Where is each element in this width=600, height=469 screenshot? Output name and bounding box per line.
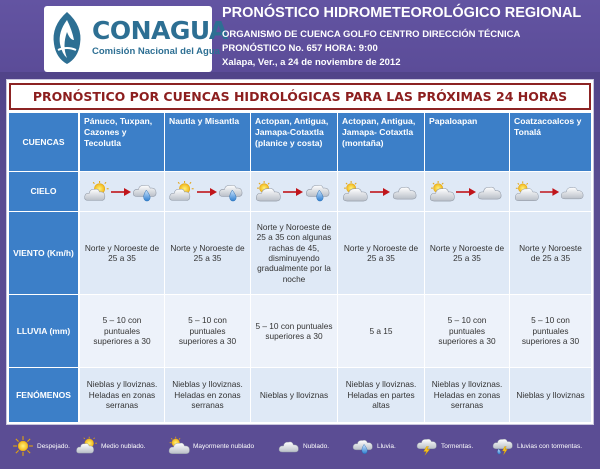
partly-cloudy-icon — [169, 181, 195, 203]
sunny-icon — [12, 435, 34, 457]
rain-cell: 5 – 10 con puntuales superiores a 30 — [165, 295, 251, 368]
partly-cloudy-icon — [76, 435, 98, 457]
mostly-cloudy-icon — [168, 435, 190, 457]
arrow-right-icon — [369, 187, 391, 197]
mostly-cloudy-icon — [342, 181, 368, 203]
phenomena-cell: Nieblas y lloviznas. Heladas en zonas serranas — [425, 368, 510, 423]
legend-label: Lluvia. — [377, 442, 396, 450]
header — [0, 0, 600, 72]
sky-cell — [338, 172, 425, 212]
cuenca-name: Coatzacoalcos y Tonalá — [510, 113, 592, 172]
conagua-logo — [44, 6, 228, 72]
row-head-cuencas: CUENCAS — [9, 113, 80, 172]
cloudy-icon — [477, 181, 503, 203]
wind-cell: Norte y Noroeste de 25 a 35 — [165, 212, 251, 295]
header-date: Xalapa, Ver., a 24 de noviembre de 2012 — [222, 57, 401, 68]
legend-item — [76, 435, 145, 457]
sky-cell — [165, 172, 251, 212]
forecast-table — [9, 113, 592, 423]
cuenca-name: Nautla y Misantla — [165, 113, 251, 172]
logo-subtitle: Comisión Nacional del Agua — [92, 46, 220, 57]
storm-icon — [416, 435, 438, 457]
legend-item — [352, 435, 396, 457]
legend-label: Nublado. — [303, 442, 330, 450]
rain-icon — [132, 181, 158, 203]
row-head-cielo: CIELO — [9, 172, 80, 212]
mostly-cloudy-icon — [255, 181, 281, 203]
wind-cell: Norte y Noroeste de 25 a 35 — [510, 212, 592, 295]
header-forecast-number: PRONÓSTICO No. 657 HORA: 9:00 — [222, 43, 378, 54]
logo-wordmark: CONAGUA — [92, 16, 228, 45]
cloudy-icon — [560, 181, 585, 203]
legend-item — [492, 435, 582, 457]
arrow-right-icon — [196, 187, 218, 197]
partly-cloudy-icon — [84, 181, 110, 203]
page-title: PRONÓSTICO HIDROMETEOROLÓGICO REGIONAL — [222, 5, 582, 21]
legend-item — [278, 435, 329, 457]
legend-label: Mayormente nublado — [193, 442, 255, 450]
mostly-cloudy-icon — [514, 181, 539, 203]
rain-cell: 5 – 10 con puntuales superiores a 30 — [425, 295, 510, 368]
cloudy-icon — [278, 435, 300, 457]
legend-label: Lluvias con tormentas. — [517, 442, 583, 450]
cuenca-name: Actopan, Antigua, Jamapa-Cotaxtla (planice y costa) — [251, 113, 338, 172]
conagua-emblem-icon — [48, 10, 86, 66]
legend — [0, 425, 600, 469]
phenomena-cell: Nieblas y lloviznas — [510, 368, 592, 423]
arrow-right-icon — [282, 187, 304, 197]
cuenca-name: Papaloapan — [425, 113, 510, 172]
legend-item — [168, 435, 254, 457]
arrow-right-icon — [539, 187, 560, 197]
rain-cell: 5 – 10 con puntuales superiores a 30 — [251, 295, 338, 368]
cuenca-name: Pánuco, Tuxpan, Cazones y Tecolutla — [80, 113, 165, 172]
wind-cell: Norte y Noroeste de 25 a 35 — [338, 212, 425, 295]
sky-cell — [510, 172, 592, 212]
phenomena-cell: Nieblas y lloviznas. Heladas en partes altas — [338, 368, 425, 423]
cloudy-icon — [392, 181, 418, 203]
legend-label: Tormentas. — [441, 442, 474, 450]
legend-item — [416, 435, 473, 457]
header-organization: ORGANISMO DE CUENCA GOLFO CENTRO DIRECCIÓN TÉCNICA — [222, 29, 521, 40]
sky-cell — [80, 172, 165, 212]
wind-cell: Norte y Noroeste de 25 a 35 con algunas rachas de 45, disminuyendo gradualmente por la noche — [251, 212, 338, 295]
phenomena-cell: Nieblas y lloviznas — [251, 368, 338, 423]
legend-label: Despejado. — [37, 442, 70, 450]
forecast-panel — [6, 79, 594, 425]
phenomena-cell: Nieblas y lloviznas. Heladas en zonas serranas — [80, 368, 165, 423]
rain-icon — [218, 181, 244, 203]
phenomena-cell: Nieblas y lloviznas. Heladas en zonas serranas — [165, 368, 251, 423]
sky-cell — [425, 172, 510, 212]
row-head-lluvia: LLUVIA (mm) — [9, 295, 80, 368]
wind-cell: Norte y Noroeste de 25 a 35 — [80, 212, 165, 295]
row-head-viento: VIENTO (Km/h) — [9, 212, 80, 295]
row-head-fenomenos: FENÓMENOS — [9, 368, 80, 423]
wind-cell: Norte y Noroeste de 25 a 35 — [425, 212, 510, 295]
sky-cell — [251, 172, 338, 212]
rain-cell: 5 a 15 — [338, 295, 425, 368]
cuenca-name: Actopan, Antigua, Jamapa- Cotaxtla (montaña) — [338, 113, 425, 172]
arrow-right-icon — [110, 187, 132, 197]
rain-icon — [352, 435, 374, 457]
rain-storm-icon — [492, 435, 514, 457]
arrow-right-icon — [455, 187, 477, 197]
legend-item — [12, 435, 70, 457]
legend-label: Medio nublado. — [101, 442, 146, 450]
rain-cell: 5 – 10 con puntuales superiores a 30 — [80, 295, 165, 368]
rain-icon — [305, 181, 331, 203]
table-banner: PRONÓSTICO POR CUENCAS HIDROLÓGICAS PARA LAS PRÓXIMAS 24 HORAS — [9, 83, 591, 110]
mostly-cloudy-icon — [429, 181, 455, 203]
rain-cell: 5 – 10 con puntuales superiores a 30 — [510, 295, 592, 368]
